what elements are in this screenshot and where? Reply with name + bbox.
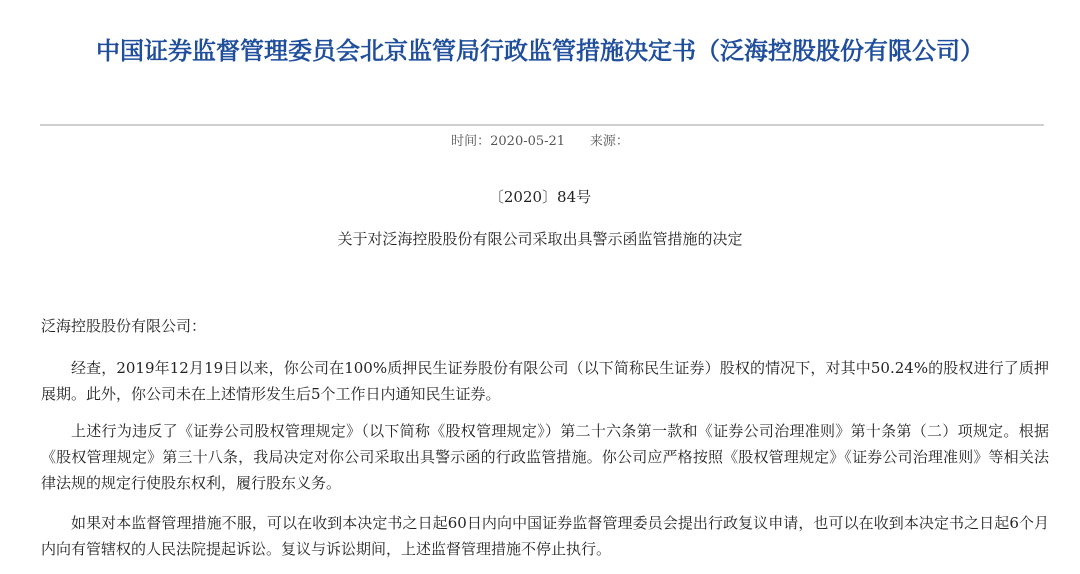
time-label: 时间： <box>451 134 491 149</box>
body-paragraph: 经查，2019年12月19日以来，你公司在100%质押民生证券股份有限公司（以下简称民生证券）股权的情况下，对其中50.24%的股权进行了质押展期。此外，你公司未在上述情形发生后5个工作日内通知民生证券。 <box>41 359 1049 403</box>
header-divider <box>40 124 1044 126</box>
document-subject: 关于对泛海控股股份有限公司采取出具警示函监管措施的决定 <box>337 230 743 248</box>
recipient: 泛海控股股份有限公司： <box>41 317 207 335</box>
body-paragraph: 上述行为违反了《证券公司股权管理规定》（以下简称《股权管理规定》）第二十六条第一款和《证券公司治理准则》第十条第（二）项规定。根据《股权管理规定》第三十八条，我局决定对你公司采取出具警示函的行政监管措施。你公司应严格按照《股权管理规定》《证券公司治理准则》等相关法律法规的规定行使股东权利，履行股东义务。 <box>41 422 1049 492</box>
body-paragraph: 如果对本监督管理措施不服，可以在收到本决定书之日起60日内向中国证券监督管理委员会提出行政复议申请，也可以在收到本决定书之日起6个月内向有管辖权的人民法院提起诉讼。复议与诉讼期间，上述监督管理措施不停止执行。 <box>41 514 1049 558</box>
source-label: 来源： <box>589 134 629 149</box>
publish-date: 2020-05-21 <box>490 134 566 149</box>
publish-meta <box>0 133 1080 151</box>
page-title: 中国证券监督管理委员会北京监管局行政监管措施决定书（泛海控股股份有限公司） <box>96 37 984 65</box>
document-number: 〔2020〕84号 <box>488 188 592 206</box>
